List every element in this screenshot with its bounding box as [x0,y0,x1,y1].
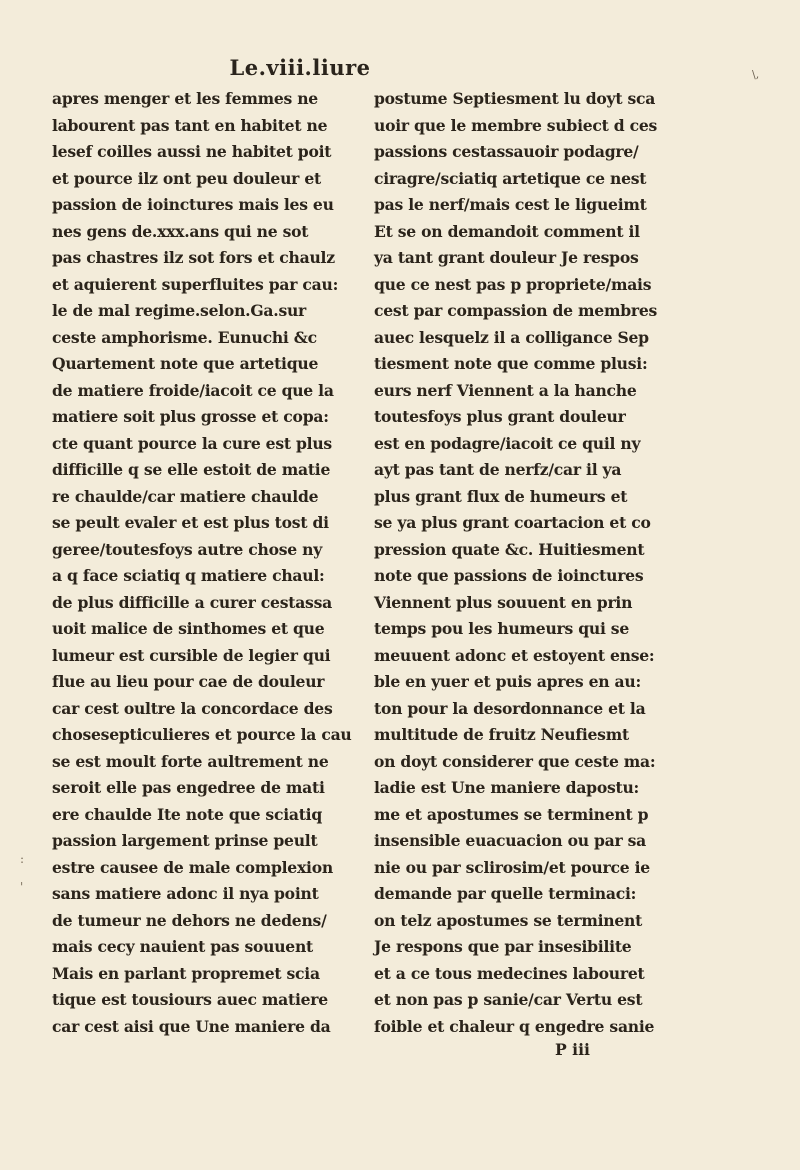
text-line: Je respons que par insesibilite [374,937,632,956]
text-line: passions cestassauoir podagre/ [374,142,639,161]
text-line: sans matiere adonc il nya point [52,884,319,903]
text-line: matiere soit plus grosse et copa: [52,407,329,426]
text-line: ble en yuer et puis apres en au: [374,672,641,691]
text-line: ere chaulde Ite note que sciatiq [52,804,322,824]
text-line: mais cecy nauient pas souuent [52,937,314,956]
text-line: le de mal regime.selon.Ga.sur [52,301,307,320]
text-line: passion de ioinctures mais les eu [52,195,334,214]
left-column [52,86,352,1040]
text-line: lumeur est cursible de legier qui [52,645,331,665]
text-line: et non pas p sanie/car Vertu est [374,990,643,1009]
text-line: auec lesquelz il a colligance Sep [374,327,649,347]
text-line: de plus difficille a curer cestassa [52,592,332,612]
text-line: insensible euacuacion ou par sa [374,831,647,850]
text-line: ceste amphorisme. Eunuchi &c [52,327,317,347]
text-line: geree/toutesfoys autre chose ny [52,539,323,559]
text-line: toutesfoys plus grant douleur [374,407,626,426]
text-line: flue au lieu pour cae de douleur [52,672,325,691]
text-line: note que passions de ioinctures [374,566,644,585]
text-line: de matiere froide/iacoit ce que la [52,380,334,400]
text-line: temps pou les humeurs qui se [374,619,630,638]
text-line: que ce nest pas p propriete/mais [374,274,652,294]
text-line: Viennent plus souuent en prin [374,592,633,612]
text-line: se ya plus grant coartacion et co [374,513,651,532]
text-line: et a ce tous medecines labouret [374,963,645,983]
text-line: passion largement prinse peult [52,831,318,850]
text-line: nie ou par sclirosim/et pource ie [374,857,650,877]
text-line: se peult evaler et est plus tost di [52,513,329,532]
text-line: Mais en parlant propremet scia [52,963,320,983]
text-line: meuuent adonc et estoyent ense: [374,645,655,665]
text-line: me et apostumes se terminent p [374,804,649,824]
text-line: ton pour la desordonnance et la [374,698,646,718]
text-line: tique est tousiours auec matiere [52,990,328,1009]
text-line: on telz apostumes se terminent [374,910,643,930]
text-line: se est moult forte aultrement ne [52,751,329,771]
text-line: et pource ilz ont peu douleur et [52,168,321,188]
running-header: Le.viii.liure [229,55,371,80]
text-line: et aquierent superfluites par cau: [52,274,339,294]
right-column [374,86,684,1040]
text-line: labourent pas tant en habitet ne [52,115,328,135]
text-line: pas le nerf/mais cest le ligueimt [374,195,647,214]
text-line: on doyt considerer que ceste ma: [374,751,656,771]
text-line: chosesepticulieres et pource la cau [52,725,352,744]
text-line: demande par quelle terminaci: [374,884,637,903]
text-line: seroit elle pas engedree de mati [52,778,325,797]
text-line: re chaulde/car matiere chaulde [52,486,319,506]
text-line: est en podagre/iacoit ce quil ny [374,433,641,453]
text-line: cest par compassion de membres [374,301,658,320]
text-line: postume Septiesment lu doyt sca [374,89,656,108]
text-line: nes gens de.xxx.ans qui ne sot [52,221,309,241]
text-line: tiesment note que comme plusi: [374,354,648,373]
text-line: de tumeur ne dehors ne dedens/ [52,910,327,930]
text-line: uoit malice de sinthomes et que [52,619,325,638]
text-line: car cest aisi que Une maniere da [52,1016,331,1036]
text-line: ladie est Une maniere dapostu: [374,778,640,797]
text-line: Et se on demandoit comment il [374,221,640,241]
text-line: estre causee de male complexion [52,857,333,877]
text-line: pression quate &c. Huitiesment [374,539,645,559]
text-line: eurs nerf Viennent a la hanche [374,380,637,400]
text-line: a q face sciatiq q matiere chaul: [52,566,325,585]
text-line: ayt pas tant de nerfz/car il ya [374,460,622,479]
text-line: apres menger et les femmes ne [52,89,318,108]
corner-mark: \, [752,68,760,81]
text-line: plus grant flux de humeurs et [374,486,628,506]
text-line: foible et chaleur q engedre sanie [374,1016,655,1036]
text-line: lesef coilles aussi ne habitet poit [52,142,332,161]
text-line: difficille q se elle estoit de matie [52,460,331,479]
margin-tick: : [20,852,25,866]
text-line: Quartement note que artetique [52,354,319,373]
text-line: cte quant pource la cure est plus [52,433,332,453]
signature-mark: P iii [555,1040,590,1059]
text-line: ya tant grant douleur Je respos [374,248,639,267]
text-line: multitude de fruitz Neufiesmt [374,725,629,744]
text-line: car cest oultre la concordace des [52,698,333,718]
margin-tick: ' [20,880,24,894]
text-line: ciragre/sciatiq artetique ce nest [374,168,647,188]
text-line: pas chastres ilz sot fors et chaulz [52,248,335,267]
text-line: uoir que le membre subiect d ces [374,115,658,135]
